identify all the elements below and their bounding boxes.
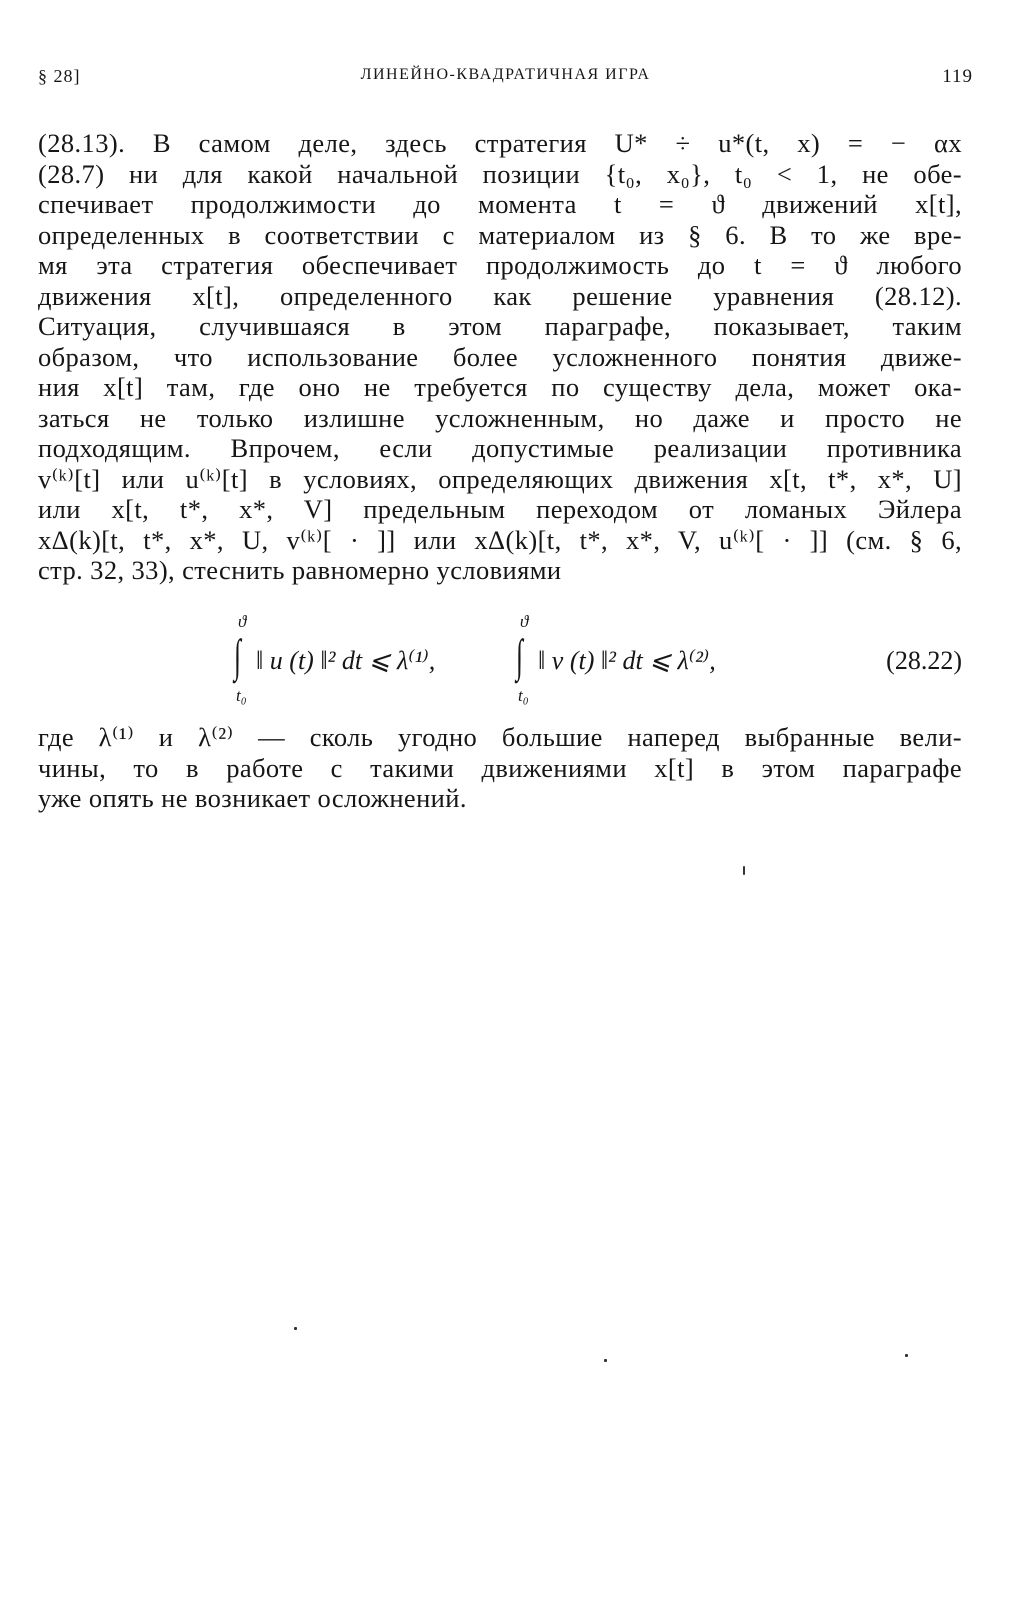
integral-upper-limit: ϑ [520, 612, 529, 631]
section-marker: § 28] [38, 66, 81, 86]
text-line: заться не только излишне усложненным, но даже и просто не [38, 402, 962, 433]
integral-lower-limit: t₀ [236, 686, 247, 705]
paragraph-1 [38, 128, 962, 586]
text-line: ния x[t] там, где оно не требуется по существу дела, может ока- [38, 372, 962, 402]
text-line: или x[t, t*, x*, V] предельным переходом от ломаных Эйлера [38, 494, 962, 524]
page-title: ЛИНЕЙНО-КВАДРАТИЧНАЯ ИГРА [360, 66, 651, 83]
scan-speck [604, 1359, 607, 1362]
display-formula-28-22 [38, 612, 962, 712]
text-line: (28.13). В самом деле, здесь стратегия U* ÷ u*(t, x) = − αx [38, 128, 962, 158]
text-line: мя эта стратегия обеспечивает продолжимость до t = ϑ любого [38, 250, 962, 280]
text-line: определенных в соответствии с материалом из § 6. В то же вре- [38, 219, 962, 250]
text-line: подходящим. Впрочем, если допустимые реализации противника [38, 433, 962, 463]
equation-number: (28.22) [886, 646, 962, 675]
text-line: спечивает продолжимости до момента t = ϑ движений x[t], [38, 189, 962, 219]
text-line: xΔ(k)[t, t*, x*, U, v⁽ᵏ⁾[ · ]] или xΔ(k)[t, t*, x*, V, u⁽ᵏ⁾[ · ]] (см. § 6, [38, 524, 962, 555]
running-header [38, 66, 973, 90]
integral-lower-limit: t₀ [518, 686, 529, 705]
text-line: где λ⁽¹⁾ и λ⁽²⁾ — сколь угодно большие наперед выбранные вели- [38, 722, 962, 752]
text-line: уже опять не возникает осложнений. [38, 783, 467, 813]
text-line: чины, то в работе с такими движениями x[t] в этом параграфе [38, 752, 962, 783]
text-line: стр. 32, 33), стеснить равномерно условиями [38, 555, 562, 585]
paragraph-2 [38, 722, 962, 814]
text-line: образом, что использование более усложненного понятия движе- [38, 341, 962, 372]
text-line: v⁽ᵏ⁾[t] или u⁽ᵏ⁾[t] в условиях, определяющих движения x[t, t*, x*, U] [38, 463, 962, 494]
text-line: движения x[t], определенного как решение уравнения (28.12). [38, 280, 962, 311]
page-number: 119 [942, 66, 973, 87]
text-line: Ситуация, случившаяся в этом параграфе, показывает, таким [38, 311, 962, 341]
integral-sign: ∫ [516, 630, 523, 681]
scan-speck [905, 1354, 908, 1357]
scan-speck [743, 866, 745, 875]
integral-expression: ‖ u (t) ‖² dt ⩽ λ⁽¹⁾, [256, 646, 436, 675]
integral-sign: ∫ [234, 630, 241, 681]
text-line: (28.7) ни для какой начальной позиции {t₀, x₀}, t₀ < 1, не обе- [38, 158, 962, 189]
integral-expression: ‖ v (t) ‖² dt ⩽ λ⁽²⁾, [538, 646, 716, 675]
integral-upper-limit: ϑ [238, 612, 247, 631]
scan-speck [294, 1327, 297, 1330]
